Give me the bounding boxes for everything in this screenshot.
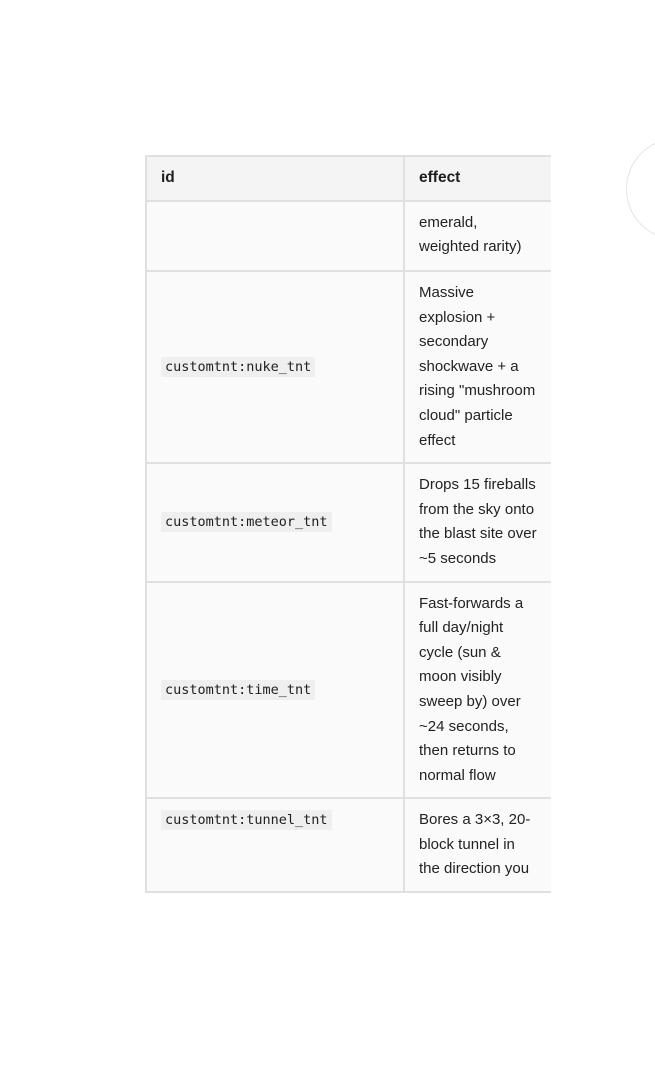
- table-row: [146, 201, 551, 271]
- cell-id: [146, 463, 404, 581]
- cell-effect: Massive explosion + secondary shockwave + a rising "mushroom cloud" particle effect: [404, 271, 551, 463]
- cell-effect: emerald, weighted rarity): [404, 201, 551, 271]
- id-code: customtnt:nuke_tnt: [161, 357, 315, 377]
- header-id: id: [146, 156, 404, 201]
- cell-effect: Fast-forwards a full day/night cycle (sun & moon visibly sweep by) over ~24 seconds, then returns to normal flow: [404, 582, 551, 799]
- cell-effect: Bores a 3×3, 20-block tunnel in the direction you: [404, 798, 551, 892]
- cell-id: [146, 201, 404, 271]
- id-code: customtnt:time_tnt: [161, 680, 315, 700]
- cell-effect: Drops 15 fireballs from the sky onto the blast site over ~5 seconds: [404, 463, 551, 581]
- table-header-row: [146, 156, 551, 201]
- table-viewport: [145, 155, 551, 945]
- cell-id: [146, 582, 404, 799]
- table-row: [146, 798, 551, 892]
- table-row: [146, 271, 551, 463]
- id-code: customtnt:meteor_tnt: [161, 512, 332, 532]
- tnt-effects-table: [145, 155, 551, 893]
- cell-id: [146, 271, 404, 463]
- floating-circle-button[interactable]: [626, 138, 655, 240]
- cell-id: [146, 798, 404, 892]
- table-row: [146, 582, 551, 799]
- id-code: customtnt:tunnel_tnt: [161, 810, 332, 830]
- header-effect: effect: [404, 156, 551, 201]
- table-row: [146, 463, 551, 581]
